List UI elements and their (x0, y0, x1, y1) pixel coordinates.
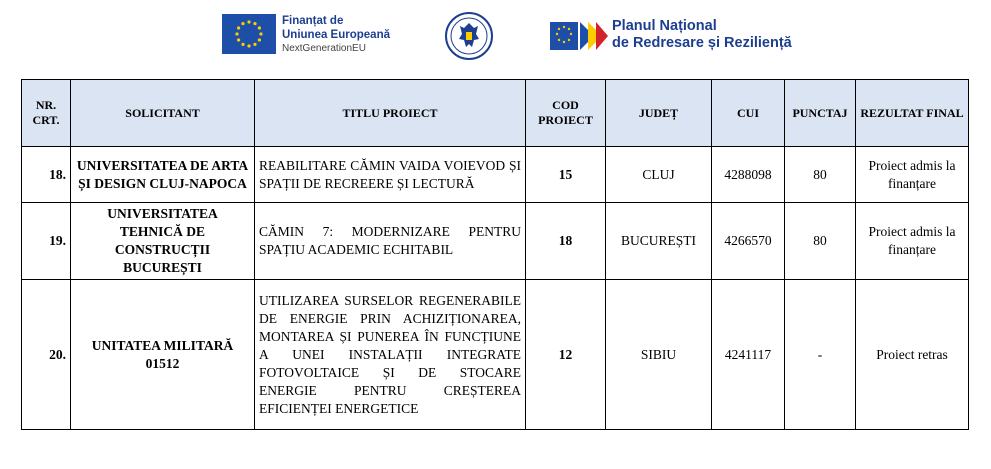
pnrr-logo-line-1: Planul Național (612, 18, 717, 34)
pnrr-logo (550, 16, 800, 56)
header-cod-proiect: COD PROIECT (526, 80, 606, 147)
cell-cod: 15 (526, 147, 606, 203)
logo-bar (0, 0, 991, 70)
pnrr-logo-line-2: de Redresare și Reziliență (612, 35, 792, 51)
eu-logo-line-2: Uniunea Europeană (282, 29, 390, 41)
table-row (22, 203, 969, 280)
cell-titlu: CĂMIN 7: MODERNIZARE PENTRU SPAȚIU ACADEMIC ECHITABIL (255, 203, 526, 280)
cell-nr: 18. (22, 147, 71, 203)
romanian-government-seal-icon (445, 12, 493, 60)
eu-funding-logo (222, 14, 392, 58)
cell-rezultat: Proiect retras (856, 280, 969, 430)
header-cui: CUI (712, 80, 785, 147)
eu-logo-text (282, 14, 390, 56)
pnrr-mark-icon (550, 18, 608, 54)
cell-punctaj: 80 (785, 147, 856, 203)
cell-cui: 4241117 (712, 280, 785, 430)
header-punctaj: PUNCTAJ (785, 80, 856, 147)
cell-solicitant: UNIVERSITATEA TEHNICĂ DE CONSTRUCȚII BUCUREȘTI (71, 203, 255, 280)
table-row (22, 280, 969, 430)
cell-judet: SIBIU (606, 280, 712, 430)
header-solicitant: SOLICITANT (71, 80, 255, 147)
pnrr-logo-text (612, 18, 792, 52)
cell-cui: 4266570 (712, 203, 785, 280)
table-row (22, 147, 969, 203)
cell-judet: CLUJ (606, 147, 712, 203)
cell-punctaj: 80 (785, 203, 856, 280)
cell-judet: BUCUREȘTI (606, 203, 712, 280)
cell-nr: 20. (22, 280, 71, 430)
results-table (21, 79, 969, 430)
cell-cod: 12 (526, 280, 606, 430)
header-rezultat-final: REZULTAT FINAL (856, 80, 969, 147)
cell-nr: 19. (22, 203, 71, 280)
header-judet: JUDEȚ (606, 80, 712, 147)
cell-cod: 18 (526, 203, 606, 280)
header-nr-crt: NR. CRT. (22, 80, 71, 147)
eu-logo-line-3: NextGenerationEU (282, 43, 366, 54)
cell-rezultat: Proiect admis la finanțare (856, 147, 969, 203)
table-header-row (22, 80, 969, 147)
eu-flag-icon (222, 14, 276, 54)
cell-punctaj: - (785, 280, 856, 430)
cell-rezultat: Proiect admis la finanțare (856, 203, 969, 280)
cell-titlu: REABILITARE CĂMIN VAIDA VOIEVOD ȘI SPAȚII DE RECREERE ȘI LECTURĂ (255, 147, 526, 203)
header-titlu-proiect: TITLU PROIECT (255, 80, 526, 147)
cell-solicitant: UNITATEA MILITARĂ 01512 (71, 280, 255, 430)
eu-logo-line-1: Finanțat de (282, 15, 344, 27)
cell-solicitant: UNIVERSITATEA DE ARTA ȘI DESIGN CLUJ-NAPOCA (71, 147, 255, 203)
cell-titlu: UTILIZAREA SURSELOR REGENERABILE DE ENERGIE PRIN ACHIZIȚIONAREA, MONTAREA ȘI PUNEREA ÎN FUNCȚIUNE A UNEI INSTALAȚII INTEGRATE FOTOVOLTAICE ȘI DE STOCARE ENERGIE PENTRU CREȘTEREA EFICIENȚEI ENERGETICE (255, 280, 526, 430)
cell-cui: 4288098 (712, 147, 785, 203)
